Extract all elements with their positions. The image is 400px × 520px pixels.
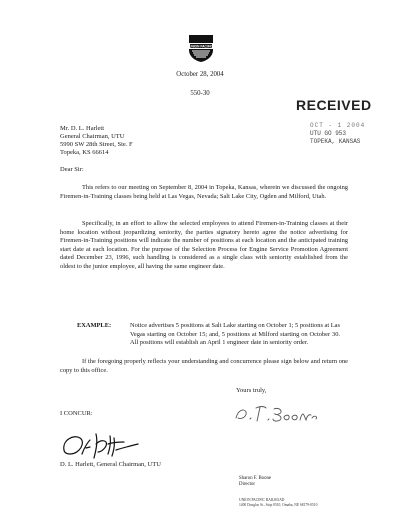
sender-title: Director: [239, 482, 255, 487]
sender-name: Sharon F. Boone: [239, 476, 271, 481]
signature-line: D. L. Harlett, General Chairman, UTU: [60, 461, 161, 468]
received-stamp: [310, 122, 365, 146]
salutation: Dear Sir:: [60, 166, 84, 173]
footer-company: UNION PACIFIC RAILROAD: [239, 498, 285, 502]
body-paragraph-2: Specifically, in an effort to allow the selected employees to attend Firemen-in-Training classes at their home location without jeopardizing seniority, the parties signatory hereto agree the notice advertising for Firemen-in-Training positions will indicate the number of positions at each location and the anticipated training start date at each location. For the purpose of the Selection Process for Engine Service Promotion Agreement dated December 23, 1996, such handling is considered as a single class with seniority established from the oldest to the junior employee, all having the same engineer date.: [60, 220, 348, 270]
address-line: General Chairman, UTU: [60, 133, 125, 140]
received-stamp-date: OCT - 1 2004: [310, 122, 366, 129]
recipient-address: [60, 125, 133, 157]
received-stamp-line1: UTU GO 953: [310, 130, 347, 137]
address-line: 5990 SW 28th Street, Ste. F: [60, 141, 133, 148]
sender-signature: [232, 400, 322, 428]
example-text: Notice advertises 5 positions at Salt Lake starting on October 1; 5 positions at Las Vegas starting on October 15; and, 5 positions at Milford starting on October 30. All positions will establish an April 1 engineer date in seniority order.: [130, 322, 340, 347]
received-stamp-line2: TOPEKA, KANSAS: [310, 138, 361, 145]
address-line: Topeka, KS 66614: [60, 149, 109, 156]
body-paragraph-3: If the foregoing properly reflects your understanding and concurrence please sign below and return one copy to this office.: [60, 358, 348, 374]
example-label: EXAMPLE:: [77, 322, 112, 329]
address-line: Mr. D. L. Harlett: [60, 125, 105, 132]
footer-address: 1400 Douglas St., Stop 0510, Omaha, NE 68179-0510: [239, 502, 318, 507]
file-reference: 550-30: [190, 90, 210, 97]
body-paragraph-1: This refers to our meeting on September 8, 2004 in Topeka, Kansas, wherein we discussed the ongoing Firemen-in-Training classes being held at Las Vegas, Nevada; Salt Lake City, Ogden and Milford, Utah.: [60, 184, 348, 200]
received-stamp-title: RECEIVED: [296, 97, 372, 113]
concur-label: I CONCUR:: [60, 410, 93, 417]
closing: Yours truly,: [236, 387, 267, 394]
sender-block: [239, 476, 271, 488]
svg-text:UNION PACIFIC: UNION PACIFIC: [189, 44, 213, 49]
union-pacific-shield-logo: [186, 33, 216, 63]
letterhead-footer: [239, 498, 317, 507]
letter-date: October 28, 2004: [176, 71, 224, 78]
concur-signature: [60, 428, 160, 462]
